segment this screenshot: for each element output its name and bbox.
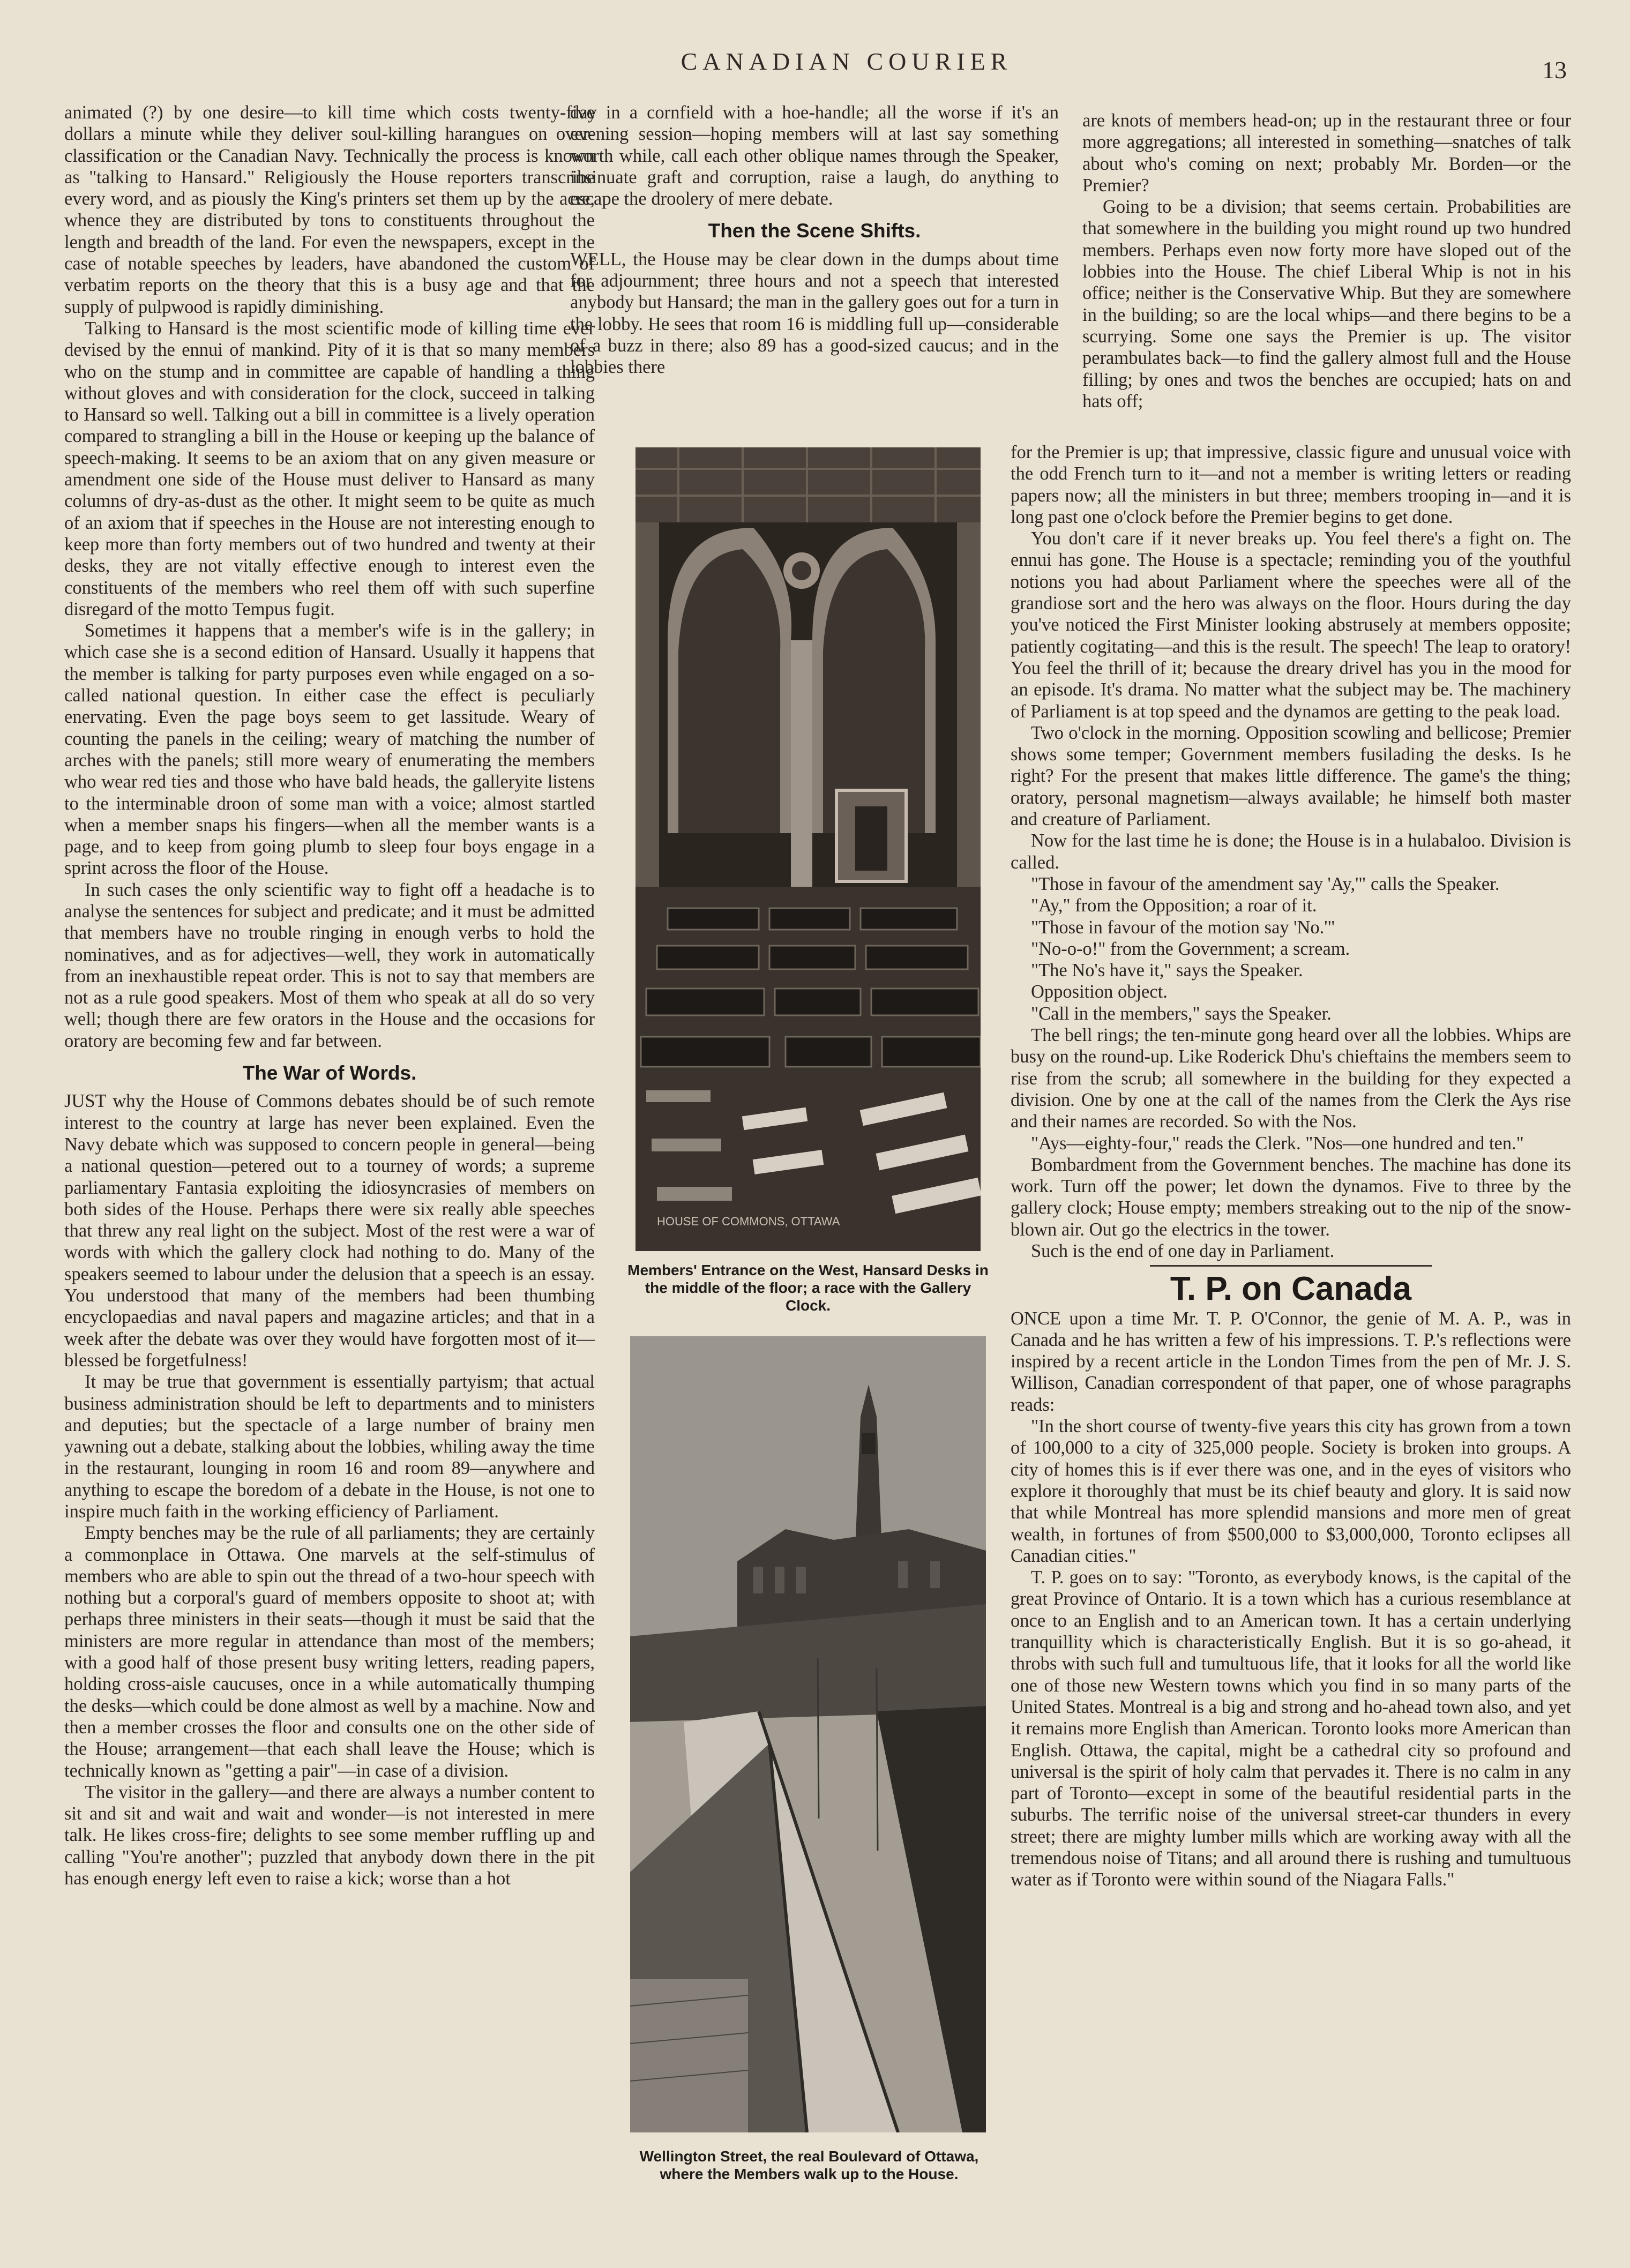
house-of-commons-photo (635, 447, 981, 1251)
paragraph: The visitor in the gallery—and there are always a number content to sit and sit and wait and wait and wonder—is not interested in mere talk. He likes cross-fire; delights to see some member ruffling up and calling "You're another"; puzzled that anybody down there in the pit has enough energy left even to raise a kick; worse than a hot (64, 1782, 595, 1889)
paragraph: Sometimes it happens that a member's wife is in the gallery; in which case she is a second edition of Hansard. Usually it happens that the member is talking for party purposes even while engaged on a so-called national question. In either case the effect is peculiarly enervating. Even the page boys seem to get lassitude. Weary of counting the panels in the ceiling; weary of matching the number of arches with the panels; still more weary of enumerating the members who wear red ties and those who have bald heads, the galleryite listens to the interminable droon of some man with a voice; almost startled when a member snaps his fingers—when all the member wants is a page, and to keep from going plumb to sleep four boys engage in a sprint across the floor of the House. (64, 620, 595, 879)
paragraph: In such cases the only scientific way to fight off a headache is to analyse the sentences for subject and predicate; and it must be admitted that members have no trouble ringing in enough verbs to hold the nominatives, and as for adjectives—well, they work in automatically from an inexhaustible repeat order. This is not to say that members are not as a rule good speakers. Most of them who speak at all do so very well; though there are few orators in the House and the occasions for oratory are becoming few and far between. (64, 879, 595, 1051)
paragraph: Bombardment from the Government benches. The machine has done its work. Turn off the power; let down the dynamos. Five to three by the gallery clock; House empty; members streaking out to the nip of the snow-blown air. Out go the electrics in the tower. (1011, 1154, 1571, 1240)
paragraph: "Those in favour of the motion say 'No.'" (1031, 917, 1335, 938)
paragraph: Talking to Hansard is the most scientific mode of killing time ever devised by the ennui of mankind. Pity of it is that so many members who on the stump and in committee are capable of handling a thing without gloves and with consideration for the clock, succeed in talking to Hansard so well. Talking out a bill in committee is a lively operation compared to strangling a bill in the House or keeping up the balance of speech-making. It seems to be an axiom that on any given measure or amendment one side of the House must deliver to Hansard as many columns of dry-as-dust as the other. It might seem to be quite as much of an axiom that if speeches in the House are not interesting enough to keep more than forty members out of two hundred and twenty at their desks, they are not vitally effective enough to interest even the constituents of the members who reel them off with such superfine disregard of the motto Tempus fugit. (64, 318, 595, 619)
paragraph: for the Premier is up; that impressive, classic figure and unusual voice with the odd French turn to it—and not a member is writing letters or reading papers now; all the ministers in but three; members trooping in—and it is long past one o'clock before the Premier begins to get done. (1011, 442, 1571, 527)
paragraph: JUST why the House of Commons debates should be of such remote interest to the country at large has never been explained. Even the Navy debate which was supposed to concern people in general—being a national question—petered out to a tourney of words; a supreme parliamentary Fantasia exploiting the idiosyncrasies of members on both sides of the House. Perhaps there were six really able speeches that threw any real light on the subject. Most of the rest were a war of words with which the gallery clock had nothing to do. Many of the speakers seemed to labour under the delusion that a speech is an essay. You understood that many of the members had been thumbing encyclopaedias and naval papers and magazine articles; and that in a week after the debate was over they would have forgotten most of it—blessed be forgetfulness! (64, 1091, 595, 1371)
section-heading-scene-shifts: Then the Scene Shifts. (708, 220, 921, 242)
article-title-tp-on-canada: T. P. on Canada (1170, 1270, 1412, 1308)
paragraph: You don't care if it never breaks up. You feel there's a fight on. The ennui has gone. The House is a spectacle; reminding you of the youthful notions you had about Parliament where the speeches were all of the grandiose sort and the hero was always on the floor. Hours during the day you've noticed the First Minister looking abstrusely at members opposite; patiently cogitating—and this is the result. The speech! The leap to oratory! You feel the thrill of it; because the dreary drivel has you in the mood for an episode. It's drama. No matter what the subject may be. The machinery of Parliament is at top speed and the dynamos are getting to the peak load. (1011, 528, 1571, 722)
paragraph: Such is the end of one day in Parliament. (1031, 1240, 1335, 1261)
paragraph: "In the short course of twenty-five years this city has grown from a town of 100,000 to a city of 325,000 people. Society is broken into groups. A city of homes this is if ever there was one, and in the eyes of visitors who explore it thoroughly that must be its chief beauty and glory. It is said now that while Montreal has more splendid mansions and more men of great wealth, in fortunes of from $500,000 to $3,000,000, Toronto eclipses all Canadian cities." (1011, 1416, 1571, 1566)
column-2 (570, 102, 1059, 378)
section-divider (1150, 1265, 1432, 1267)
paragraph: ONCE upon a time Mr. T. P. O'Connor, the genie of M. A. P., was in Canada and he has written a few of his impressions. T. P.'s reflections were inspired by a recent article in the London Times from the pen of Mr. J. S. Willison, Canadian correspondent of that paper, one of whose paragraphs reads: (1011, 1308, 1571, 1415)
photo-inscription: HOUSE OF COMMONS, OTTAWA (657, 1215, 840, 1228)
paragraph: "No-o-o!" from the Government; a scream. (1031, 938, 1350, 959)
column-3-main (1011, 441, 1571, 1891)
paragraph: animated (?) by one desire—to kill time which costs twenty-five dollars a minute while they deliver soul-killing harangues on over-classification or the Canadian Navy. Technically the process is known as "talking to Hansard." Religiously the House reporters transcribe every word, and as piously the King's printers set them up by the acre, whence they are distributed by tons to constituents throughout the length and breadth of the land. For even the newspapers, except in the case of notable speeches by leaders, have abandoned the custom of verbatim reports on the theory that this is a busy age and that the supply of pulpwood is rapidly diminishing. (64, 102, 595, 317)
section-heading-war-of-words: The War of Words. (242, 1062, 417, 1084)
photo-caption-wellington: Wellington Street, the real Boulevard of Ottawa, where the Members walk up to the House. (639, 2148, 979, 2182)
paragraph: WELL, the House may be clear down in the dumps about time for adjournment; three hours and not a speech that interested anybody but Hansard; the man in the gallery goes out for a turn in the lobby. He sees that room 16 is middling full up—considerable of a buzz in there; also 89 has a good-sized caucus; and in the lobbies there (570, 249, 1059, 378)
photo-caption-chamber: Members' Entrance on the West, Hansard Desks in the middle of the floor; a race with the Gallery Clock. (627, 1262, 989, 1314)
paragraph: "Call in the members," says the Speaker. (1031, 1003, 1332, 1024)
paragraph: "Those in favour of the amendment say 'Ay,'" calls the Speaker. (1031, 873, 1500, 894)
paragraph: Two o'clock in the morning. Opposition scowling and bellicose; Premier shows some temper; Government members fusilading the desks. Is he right? For the present that makes little difference. The game's the thing; oratory, personal magnetism—always available; he himself both master and creature of Parliament. (1011, 722, 1571, 830)
column-3-top (1082, 110, 1571, 412)
magazine-masthead: CANADIAN COURIER (681, 48, 1013, 75)
paragraph: "The No's have it," says the Speaker. (1031, 960, 1303, 981)
paragraph: T. P. goes on to say: "Toronto, as everybody knows, is the capital of the great Province of Ontario. It is a town which has a curious resemblance at once to an English and to an American town. It has a certain underlying tranquillity which is characteristically English. But it is so go-ahead, it throbs with such full and tumultuous life, that it looks for all the world like one of those new Western towns which you find in so many parts of the United States. Montreal is a big and strong and ho-ahead town also, and yet it remains more English than American. Toronto looks more American than English. Ottawa, the capital, might be a cathedral city so profound and universal is the spirit of holy calm that pervades it. There is no calm in any part of Toronto—except in some of the beautiful residential parts in the suburbs. The terrific noise of the universal street-car thunders in every street; there are mighty lumber mills which are working away with all the tremendous noise of Titans; and all around there is rushing and tumultuous water as if Toronto were within sound of the Niagara Falls." (1011, 1567, 1571, 1890)
wellington-street-photo (630, 1336, 986, 2132)
paragraph: day in a cornfield with a hoe-handle; all the worse if it's an evening session—hoping members will at last say something worth while, call each other oblique names through the Speaker, insinuate graft and corruption, raise a laugh, do anything to escape the droolery of mere debate. (570, 102, 1059, 209)
column-1 (64, 102, 595, 1889)
page-number: 13 (1542, 56, 1567, 84)
paragraph: "Ays—eighty-four," reads the Clerk. "Nos—one hundred and ten." (1031, 1133, 1524, 1154)
paragraph: Now for the last time he is done; the House is in a hulabaloo. Division is called. (1011, 830, 1571, 873)
paragraph: are knots of members head-on; up in the restaurant three or four more aggregations; all interested in something—snatches of talk about who's coming on next; probably Mr. Borden—or the Premier? (1082, 110, 1571, 196)
paragraph: Going to be a division; that seems certain. Probabilities are that somewhere in the building you might round up two hundred members. Perhaps even now forty more have sloped out of the lobbies into the House. The chief Liberal Whip is not in his office; neither is the Conservative Whip. But they are somewhere in the building; so are the local whips—and there begins to be a scurrying. Some one says the Premier is up. The visitor perambulates back—to find the gallery almost full and the House filling; by ones and twos the benches are occupied; hats on and hats off; (1082, 197, 1571, 411)
paragraph: It may be true that government is essentially partyism; that actual business administration should be left to departments and to ministers and deputies; but the spectacle of a large number of brainy men yawning out a debate, stalking about the lobbies, whiling away the time in the restaurant, lounging in room 16 and room 89—anywhere and anything to escape the boredom of a debate in the House, is not one to inspire much faith in the working efficiency of Parliament. (64, 1372, 595, 1522)
paragraph: The bell rings; the ten-minute gong heard over all the lobbies. Whips are busy on the round-up. Like Roderick Dhu's chieftains the members seem to rise from the scrub; all somewhere in the building for they expected a division. One by one at the call of the names from the Clerk the Ays rise and their names are recorded. So with the Nos. (1011, 1025, 1571, 1132)
paragraph: "Ay," from the Opposition; a roar of it. (1031, 895, 1317, 916)
paragraph: Empty benches may be the rule of all parliaments; they are certainly a commonplace in Ottawa. One marvels at the self-stimulus of members who are able to spin out the thread of a two-hour speech with nothing but a corporal's guard of members opposite to shoot at; with perhaps three ministers in their seats—though it must be said that the ministers are more regular in attendance than most of the members; with a good half of those present busy writing letters, reading papers, holding cross-aisle caucuses, once in a while automatically thumping the desks—which could be done almost as well by a machine. Now and then a member crosses the floor and consults one on the other side of the House; arrangement—that each shall leave the House; which is technically known as "getting a pair"—in case of a division. (64, 1523, 595, 1781)
paragraph: Opposition object. (1031, 982, 1168, 1002)
